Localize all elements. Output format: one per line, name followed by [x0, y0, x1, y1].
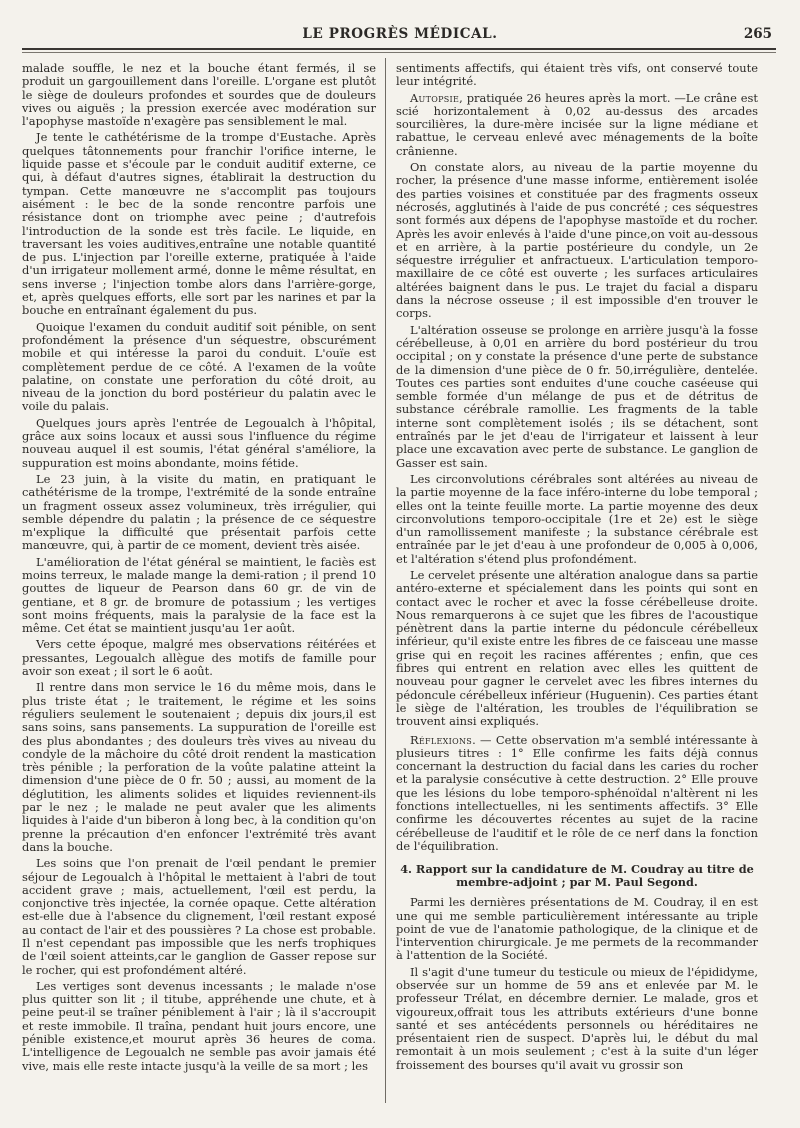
paragraph: Les soins que l'on prenait de l'œil pendant le premier séjour de Legoualch à l'hôpital le mettaient à l'abri de tout accident grave ; mais, actuellement, l'œil est perdu, la conjonctive très injectée, la cornée opaque. Cette altération est-elle due à l'absence du clignement, l'œil restant exposé au contact de l'air et des poussières ? La chose est probable. Il n'est cependant pas impossible que les nerfs trophiques de l'œil soient atteints,car le ganglion de Gasser repose sur le rocher, qui est profondément altéré.	[22, 856, 376, 977]
paragraph: Le 23 juin, à la visite du matin, en pratiquant le cathétérisme de la trompe, l'extrémité de la sonde entraîne un fragment osseux assez volumineux, très irrégulier, qui semble dépendre du palatin ; la présence de ce séquestre m'explique la difficulté que présentait parfois cette manœuvre, qui, à partir de ce moment, devient très aisée.	[22, 471, 376, 553]
paragraph: Les circonvolutions cérébrales sont altérées au niveau de la partie moyenne de la face inféro-interne du lobe temporal ; elles ont la teinte feuille morte. La partie moyenne des deux circonvolutions temporo-occipitale (1re et 2e) est le siège d'un ramollissement manifeste ; la substance cérébrale est entraînée par le jet d'eau à une profondeur de 0,005 à 0,006, et l'altération s'étend plus profondément.	[396, 471, 758, 566]
paragraph: Parmi les dernières présentations de M. Coudray, il en est une qui me semble particulièrement intéressante au triple point de vue de l'anatomie pathologique, de la clinique et de l'intervention chirurgicale. Je me permets de la recommander à l'attention de la Société.	[396, 895, 758, 963]
section-heading: 4. Rapport sur la candidature de M. Coudray au titre de membre-adjoint ; par M. Paul Segond.	[400, 862, 754, 890]
header-rule	[22, 48, 776, 53]
column-divider	[385, 58, 386, 1103]
paragraph: Quoique l'examen du conduit auditif soit pénible, on sent profondément la présence d'un séquestre, obscurément mobile et qui intéresse la paroi du conduit. L'ouïe est complètement perdue de ce côté. A l'examen de la voûte palatine, on constate une perforation du côté droit, au niveau de la jonction du bord postérieur du palatin avec le voile du palais.	[22, 319, 376, 414]
reflexions-paragraph	[396, 734, 758, 854]
paragraph: On constate alors, au niveau de la partie moyenne du rocher, la présence d'une masse informe, entièrement isolée des parties voisines et constituée par des fragments osseux nécrosés, agglutinés à l'aide de pus concrété ; ces séquestres sont formés aux dépens de l'apophyse mastoïde et du rocher. Après les avoir enlevés à l'aide d'une pince,on voit au-dessous et en arrière, à la partie postérieure du condyle, un 2e séquestre irrégulier et anfractueux. L'articulation temporo-maxillaire de ce côté est ouverte ; les surfaces articulaires altérées baignent dans le pus. Le trajet du facial a disparu dans la nécrose osseuse ; il est impossible d'en trouver le corps.	[396, 160, 758, 321]
reflexions-text: . — Cette observation m'a semblé intéressante à plusieurs titres : 1° Elle confirme les faits déjà connus concernant la destruction du facial dans les caries du rocher et la paralysie consécutive à cette destruction. 2° Elle prouve que les lésions du lobe temporo-sphénoïdal n'altèrent ni les fonctions intellectuelles, ni les sentiments affectifs. 3° Elle confirme les découvertes récentes au sujet de la racine cérébelleuse de l'auditif et le rôle de ce nerf dans la fonction de l'équilibration.	[396, 732, 758, 853]
right-column	[396, 62, 758, 1112]
paragraph: Je tente le cathétérisme de la trompe d'Eustache. Après quelques tâtonnements pour franchir l'orifice interne, le liquide passe et s'écoule par le conduit auditif externe, ce qui, à défaut d'autres signes, établirait la destruction du tympan. Cette manœuvre ne s'accomplit pas toujours aisément : le bec de la sonde rencontre parfois une résistance dont on triomphe avec peine ; d'autrefois l'introduction de la sonde est très facile. Le liquide, en traversant les voies auditives,entraîne une notable quantité de pus. L'injection par l'oreille externe, pratiquée à l'aide d'un irrigateur mollement armé, donne le même résultat, en sens inverse ; l'injection tombe alors dans l'arrière-gorge, et, après quelques efforts, elle sort par les narines et par la bouche en entraînant également du pus.	[22, 130, 376, 318]
paragraph: sentiments affectifs, qui étaient très vifs, ont conservé toute leur intégrité.	[396, 62, 758, 89]
paragraph: L'altération osseuse se prolonge en arrière jusqu'à la fosse cérébelleuse, à 0,01 en arrière du bord postérieur du trou occipital ; on y constate la présence d'une perte de substance de la dimension d'une pièce de 0 fr. 50,irrégulière, dentelée. Toutes ces parties sont enduites d'une couche caséeuse qui semble formée d'un mélange de pus et de détritus de substance cérébrale ramollie. Les fragments de la table interne sont complètement isolés ; ils se détachent, sont entraînés par le jet d'eau de l'irrigateur et laissent à leur place une excavation avec perte de substance. Le ganglion de Gasser est sain.	[396, 322, 758, 470]
paragraph: Les vertiges sont devenus incessants ; le malade n'ose plus quitter son lit ; il titube, appréhende une chute, et à peine peut-il se traîner péniblement à l'air ; là il s'accroupit et reste immobile. Il traîna, pendant huit jours encore, une pénible existence,et mourut après 36 heures de coma. L'intelligence de Legoualch ne semble pas avoir jamais été vive, mais elle reste intacte jusqu'à la veille de sa mort ; les	[22, 978, 376, 1073]
left-column	[22, 62, 376, 1112]
autopsie-label: Autopsie	[410, 90, 460, 105]
paragraph: L'amélioration de l'état général se maintient, le faciès est moins terreux, le malade mange la demi-ration ; il prend 10 gouttes de liqueur de Pearson dans 60 gr. de vin de gentiane, et 8 gr. de bromure de potassium ; les vertiges sont moins fréquents, mais la paralysie de la face est la même. Cet état se maintient jusqu'au 1er août.	[22, 554, 376, 636]
paragraph: Vers cette époque, malgré mes observations réitérées et pressantes, Legoualch allègue des motifs de famille pour avoir son exeat ; il sort le 6 août.	[22, 637, 376, 679]
paragraph: Il s'agit d'une tumeur du testicule ou mieux de l'épididyme, observée sur un homme de 59 ans et enlevée par M. le professeur Trélat, en décembre dernier. Le malade, gros et vigoureux,offrait tous les attributs extérieurs d'une bonne santé et ses antécédents personnels ou héréditaires ne présentaient rien de suspect. D'après lui, le début du mal remontait à un mois seulement ; c'est à la suite d'un léger froissement des bourses qu'il avait vu grossir son	[396, 964, 758, 1072]
paragraph: malade souffle, le nez et la bouche étant fermés, il se produit un gargouillement dans l'oreille. L'organe est plutôt le siège de douleurs profondes et sourdes que de douleurs vives ou aiguës ; la pression exercée avec modération sur l'apophyse mastoïde n'exagère pas sensiblement le mal.	[22, 62, 376, 129]
reflexions-label: Réflexions	[410, 732, 473, 747]
paragraph: Le cervelet présente une altération analogue dans sa partie antéro-externe et spécialement dans les points qui sont en contact avec le rocher et avec la fosse cérébelleuse droite. Nous remarquerons à ce sujet que les fibres de l'acoustique pénètrent dans la partie interne du pédoncule cérébelleux inférieur, qu'il existe entre les fibres de ce faisceau une masse grise qui en reçoit les racines afférentes ; enfin, que ces fibres qui entrent en relation avec elles les quittent de nouveau pour gagner le cervelet avec les fibres internes du pédoncule cérébelleux inférieur (Huguenin). Ces parties étant le siège de l'altération, les troubles de l'équilibration se trouvent ainsi expliqués.	[396, 567, 758, 729]
autopsie-paragraph	[396, 92, 758, 158]
page-header	[0, 26, 800, 48]
paragraph: Quelques jours après l'entrée de Legoualch à l'hôpital, grâce aux soins locaux et aussi sous l'influence du régime nouveau auquel il est soumis, l'état général s'améliore, la suppuration est moins abondante, moins fétide.	[22, 415, 376, 470]
paragraph: Il rentre dans mon service le 16 du même mois, dans le plus triste état ; le traitement, le régime et les soins réguliers seulement le soutenaient ; depuis dix jours,il est sans soins, sans pansements. La suppuration de l'oreille est des plus abondantes ; des douleurs très vives au niveau du condyle de la mâchoire du côté droit rendent la mastication très pénible ; la perforation de la voûte palatine atteint la dimension d'une pièce de 0 fr. 50 ; aussi, au moment de la déglutition, les aliments solides et liquides reviennent-ils par le nez ; le malade ne peut avaler que les aliments liquides à l'aide d'un biberon à long bec, à la condition qu'on prenne la précaution d'en enfoncer l'extrémité très avant dans la bouche.	[22, 680, 376, 854]
page-number: 265	[743, 26, 772, 42]
autopsie-text: , pratiquée 26 heures après la mort. —Le crâne est scié horizontalement à 0,02 au-dessus des arcades sourcilières, la dure-mère incisée sur la ligne médiane et rabattue, le cerveau enlevé avec ménagements de la boîte crânienne.	[396, 90, 758, 158]
running-title: LE PROGRÈS MÉDICAL.	[302, 26, 498, 42]
